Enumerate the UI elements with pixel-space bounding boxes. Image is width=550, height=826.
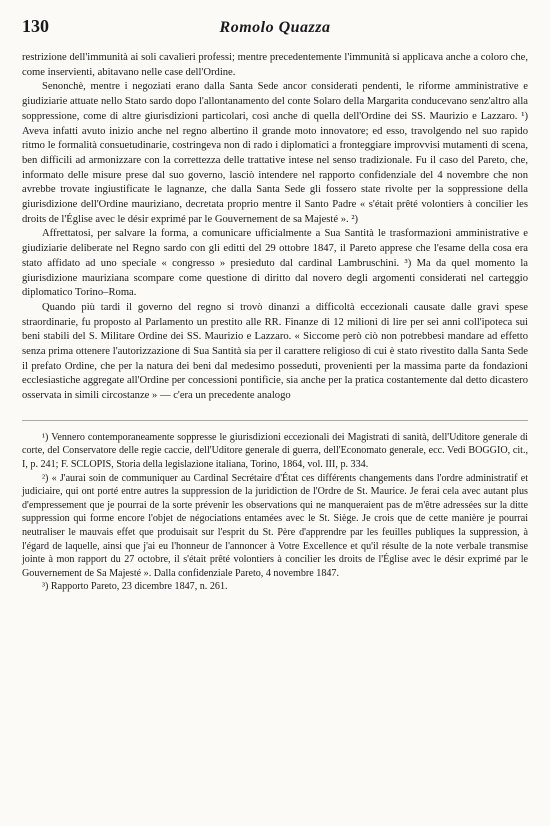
footnote: ³) Rapporto Pareto, 23 dicembre 1847, n. 261. [42, 581, 228, 593]
footnote-divider [22, 420, 528, 421]
footnotes [22, 431, 528, 594]
page-header [22, 16, 528, 37]
running-head: Romolo Quazza [219, 19, 331, 36]
main-text [22, 51, 528, 404]
paragraph-continuation: restrizione dell'immunità ai soli cavalieri professi; mentre precedentemente l'immunità si applicava anche a coloro che, come inservienti, abitavano nelle case dell'Ordine. [22, 52, 528, 78]
footnote: ²) « J'aurai soin de communiquer au Cardinal Secrétaire d'État ces différents changements dans l'ordre administratif et judiciaire, qui ont porté entre autres la suppression de la juridiction de l'Ordre de St. Maurice. Je ferai cela avec autant plus d'empressement que je pourrai de la sorte prévenir les observations qui ne manqueraient pas de m'être adressées sur la ditte suppression qui forme encore l'objet de négociations entamées avec le St. Siège. Je crois que de cette manière je pourrai neutraliser le mauvais effet que produisait sur l'esprit du St. Père d'apprendre par les feuilles publiques la suppression, à l'égard de laquelle, ainsi que j'ai eu l'honneur de l'annoncer à Votre Excellence et qu'il résulte de la note verbale transmise jointe à mon rapport du 27 octobre, il s'était prêté volontiers à concilier les droits de l'Église avec le désir exprimé par le Gouvernement de Sa Majesté ». Dalla confidenziale Pareto, 4 novembre 1847. [22, 472, 528, 579]
paragraph: Senonchè, mentre i negoziati erano dalla Santa Sede ancor considerati pendenti, le riforme amministrative e giudiziarie attuate nello Stato sardo dopo l'allontanamento del conte Solaro della Margarita conducevano senz'altro alla soppressione, come di altre giurisdizioni particolari, così anche di quella dell'Ordine dei SS. Maurizio e Lazzaro. ¹) Aveva infatti avuto inizio anche nel regno albertino il grande moto innovatore; ed esso, travolgendo nel suo rapido ritmo le formalità consuetudinarie, costringeva non di rado i diplomatici a fronteggiare improvvisi mutamenti di scena, ben difficili ad armonizzare con la correttezza delle trattative intese nel senso tradizionale. Fu il caso del Pareto, che, informato delle misure prese dal suo governo, lasciò intendere nel rapporto confidenziale del 4 novembre che non avrebbe trovate ingiustificate le lagnanze, che dalla Santa Sede gli fossero state rivolte per la soppressione della giurisdizione dell'Ordine mauriziano, decretata proprio mentre il Santo Padre « s'était prêté volontiers à concilier les droits de l'Église avec le désir exprimé par le Gouvernement de sa Majesté ». ²) [22, 81, 528, 225]
paragraph: Affrettatosi, per salvare la forma, a comunicare ufficialmente a Sua Santità le trasformazioni amministrative e giudiziarie deliberate nel Regno sardo con gli editti del 29 ottobre 1847, il Pareto apprese che l'esame della cosa era stato affidato ad uno speciale « congresso » presieduto dal cardinal Lambruschini. ³) Ma da quel momento la giurisdizione mauriziana scompare come questione di diritto dal novero degli argomenti considerati nel carteggio diplomatico Torino–Roma. [22, 228, 528, 299]
page-number: 130 [22, 16, 49, 36]
footnote: ¹) Vennero contemporaneamente soppresse le giurisdizioni eccezionali dei Magistrati di sanità, dell'Uditore generale di corte, del Conservatore delle regie caccie, dell'Uditore generale di guerra, dell'Economato generale, ecc. Vedi BOGGIO, cit., I, p. 241; F. SCLOPIS, Storia della legislazione italiana, Torino, 1864, vol. III, p. 334. [22, 431, 528, 471]
paragraph: Quando più tardi il governo del regno si trovò dinanzi a difficoltà eccezionali causate dalle gravi spese straordinarie, fu proposto al Parlamento un prestito alle RR. Finanze di 12 milioni di lire per sei anni coll'ipoteca sui beni stabili del S. Militare Ordine dei SS. Maurizio e Lazzaro. « Siccome però ciò non potrebbesi mandare ad effetto senza prima ottenere l'autorizzazione di Sua Santità sia per il carattere religioso di cui è stato rivestito dalla Santa Sede il prefato Ordine, che per la natura dei beni dal medesimo posseduti, provenienti per la massima parte da fondazioni ecclesiastiche aggregate all'Ordine per concessioni pontificie, sia anche per la pratica costantemente dal detto dicastero osservata in simili circostanze » — c'era un precedente analogo [22, 301, 528, 402]
